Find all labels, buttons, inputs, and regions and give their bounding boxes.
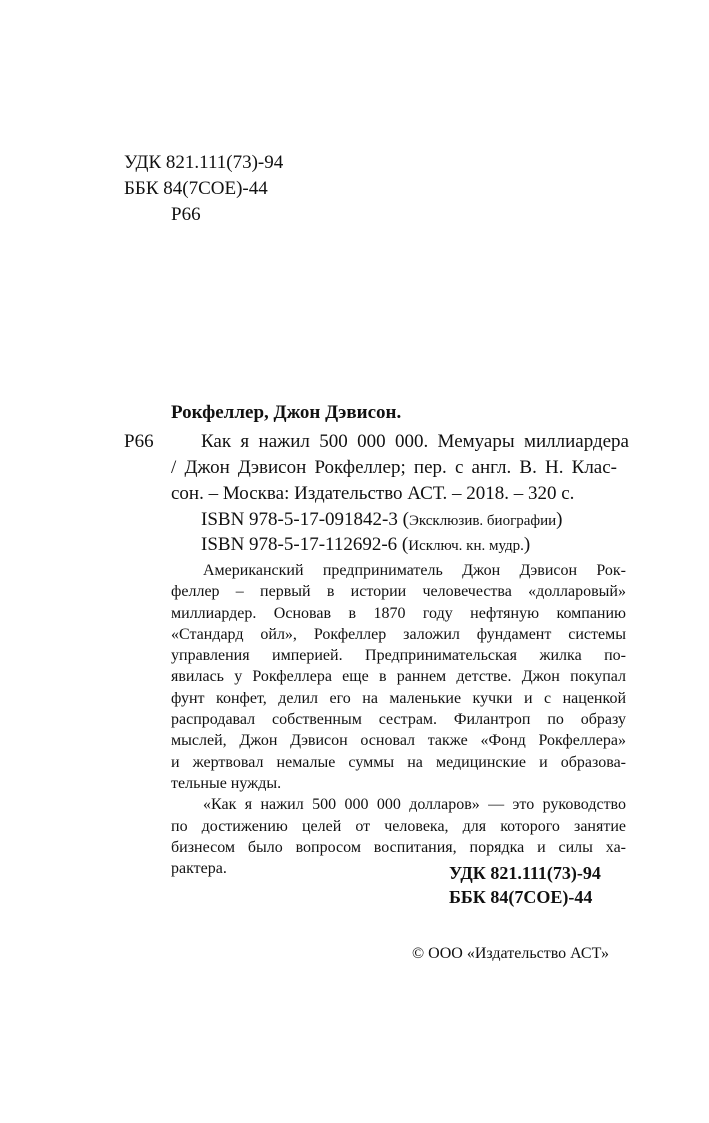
isbn-paren-open: (: [397, 534, 409, 555]
isbn-line-2: [201, 532, 530, 559]
author-heading: Рокфеллер, Джон Дэвисон.: [171, 402, 402, 423]
isbn-series: Исключ. кн. мудр.: [408, 538, 524, 554]
annotation-line: феллер – первый в истории человечества «долларовый»: [171, 583, 626, 601]
footer-bbk: ББК 84(7СОЕ)-44: [449, 887, 593, 907]
annotation-line: фунт конфет, делил его на маленькие кучки и с наценкой: [171, 689, 626, 707]
annotation-line: «Как я нажил 500 000 000 долларов» — это руководство: [203, 796, 626, 814]
annotation-line: Американский предприниматель Джон Дэвисон Рок-: [203, 562, 626, 579]
annotation-line: миллиардер. Основав в 1870 году нефтяную компанию: [171, 604, 626, 622]
udk-code: УДК 821.111(73)-94: [124, 152, 284, 173]
annotation-line: бизнесом было вопросом воспитания, порядка и силы ха-: [171, 838, 626, 856]
title-line-2: / Джон Дэвисон Рокфеллер; пер. с англ. В. Н. Клас-: [171, 457, 617, 478]
isbn-paren-open: (: [397, 509, 409, 530]
isbn-line-1: [201, 507, 563, 534]
bbk-code: ББК 84(7СОЕ)-44: [124, 178, 268, 199]
title-line-3: сон. – Москва: Издательство АСТ. – 2018. – 320 с.: [171, 483, 575, 504]
annotation-line: распродавал собственным сестрам. Филантроп по образу: [171, 711, 626, 729]
annotation: [171, 560, 626, 879]
title-line-1: Как я нажил 500 000 000. Мемуары миллиардера: [201, 431, 629, 452]
annotation-line: по достижению целей от человека, для которого занятие: [171, 817, 626, 835]
annotation-line: рактера.: [171, 860, 227, 878]
margin-mark: Р66: [124, 431, 154, 452]
annotation-line: мыслей, Джон Дэвисон основал также «Фонд Рокфеллера»: [171, 732, 626, 750]
footer-udk: УДК 821.111(73)-94: [449, 863, 601, 883]
annotation-line: и жертвовал немалые суммы на медицинские и образова-: [171, 753, 626, 771]
annotation-line: «Стандард ойл», Рокфеллер заложил фундамент системы: [171, 625, 626, 643]
isbn-series: Эксклюзив. биографии: [408, 513, 557, 529]
annotation-line: тельные нужды.: [171, 774, 282, 792]
annotation-line: управления империей. Предпринимательская жилка по-: [171, 647, 626, 665]
annotation-line: явилась у Рокфеллера еще в раннем детстве. Джон покупал: [171, 668, 626, 686]
isbn-paren-close: ): [556, 509, 563, 530]
author-mark: Р66: [171, 204, 201, 225]
isbn-number: ISBN 978-5-17-091842-3: [201, 509, 398, 530]
copyright: © ООО «Издательство АСТ»: [412, 945, 609, 962]
isbn-paren-close: ): [523, 534, 531, 555]
isbn-number: ISBN 978-5-17-112692-6: [201, 534, 398, 555]
